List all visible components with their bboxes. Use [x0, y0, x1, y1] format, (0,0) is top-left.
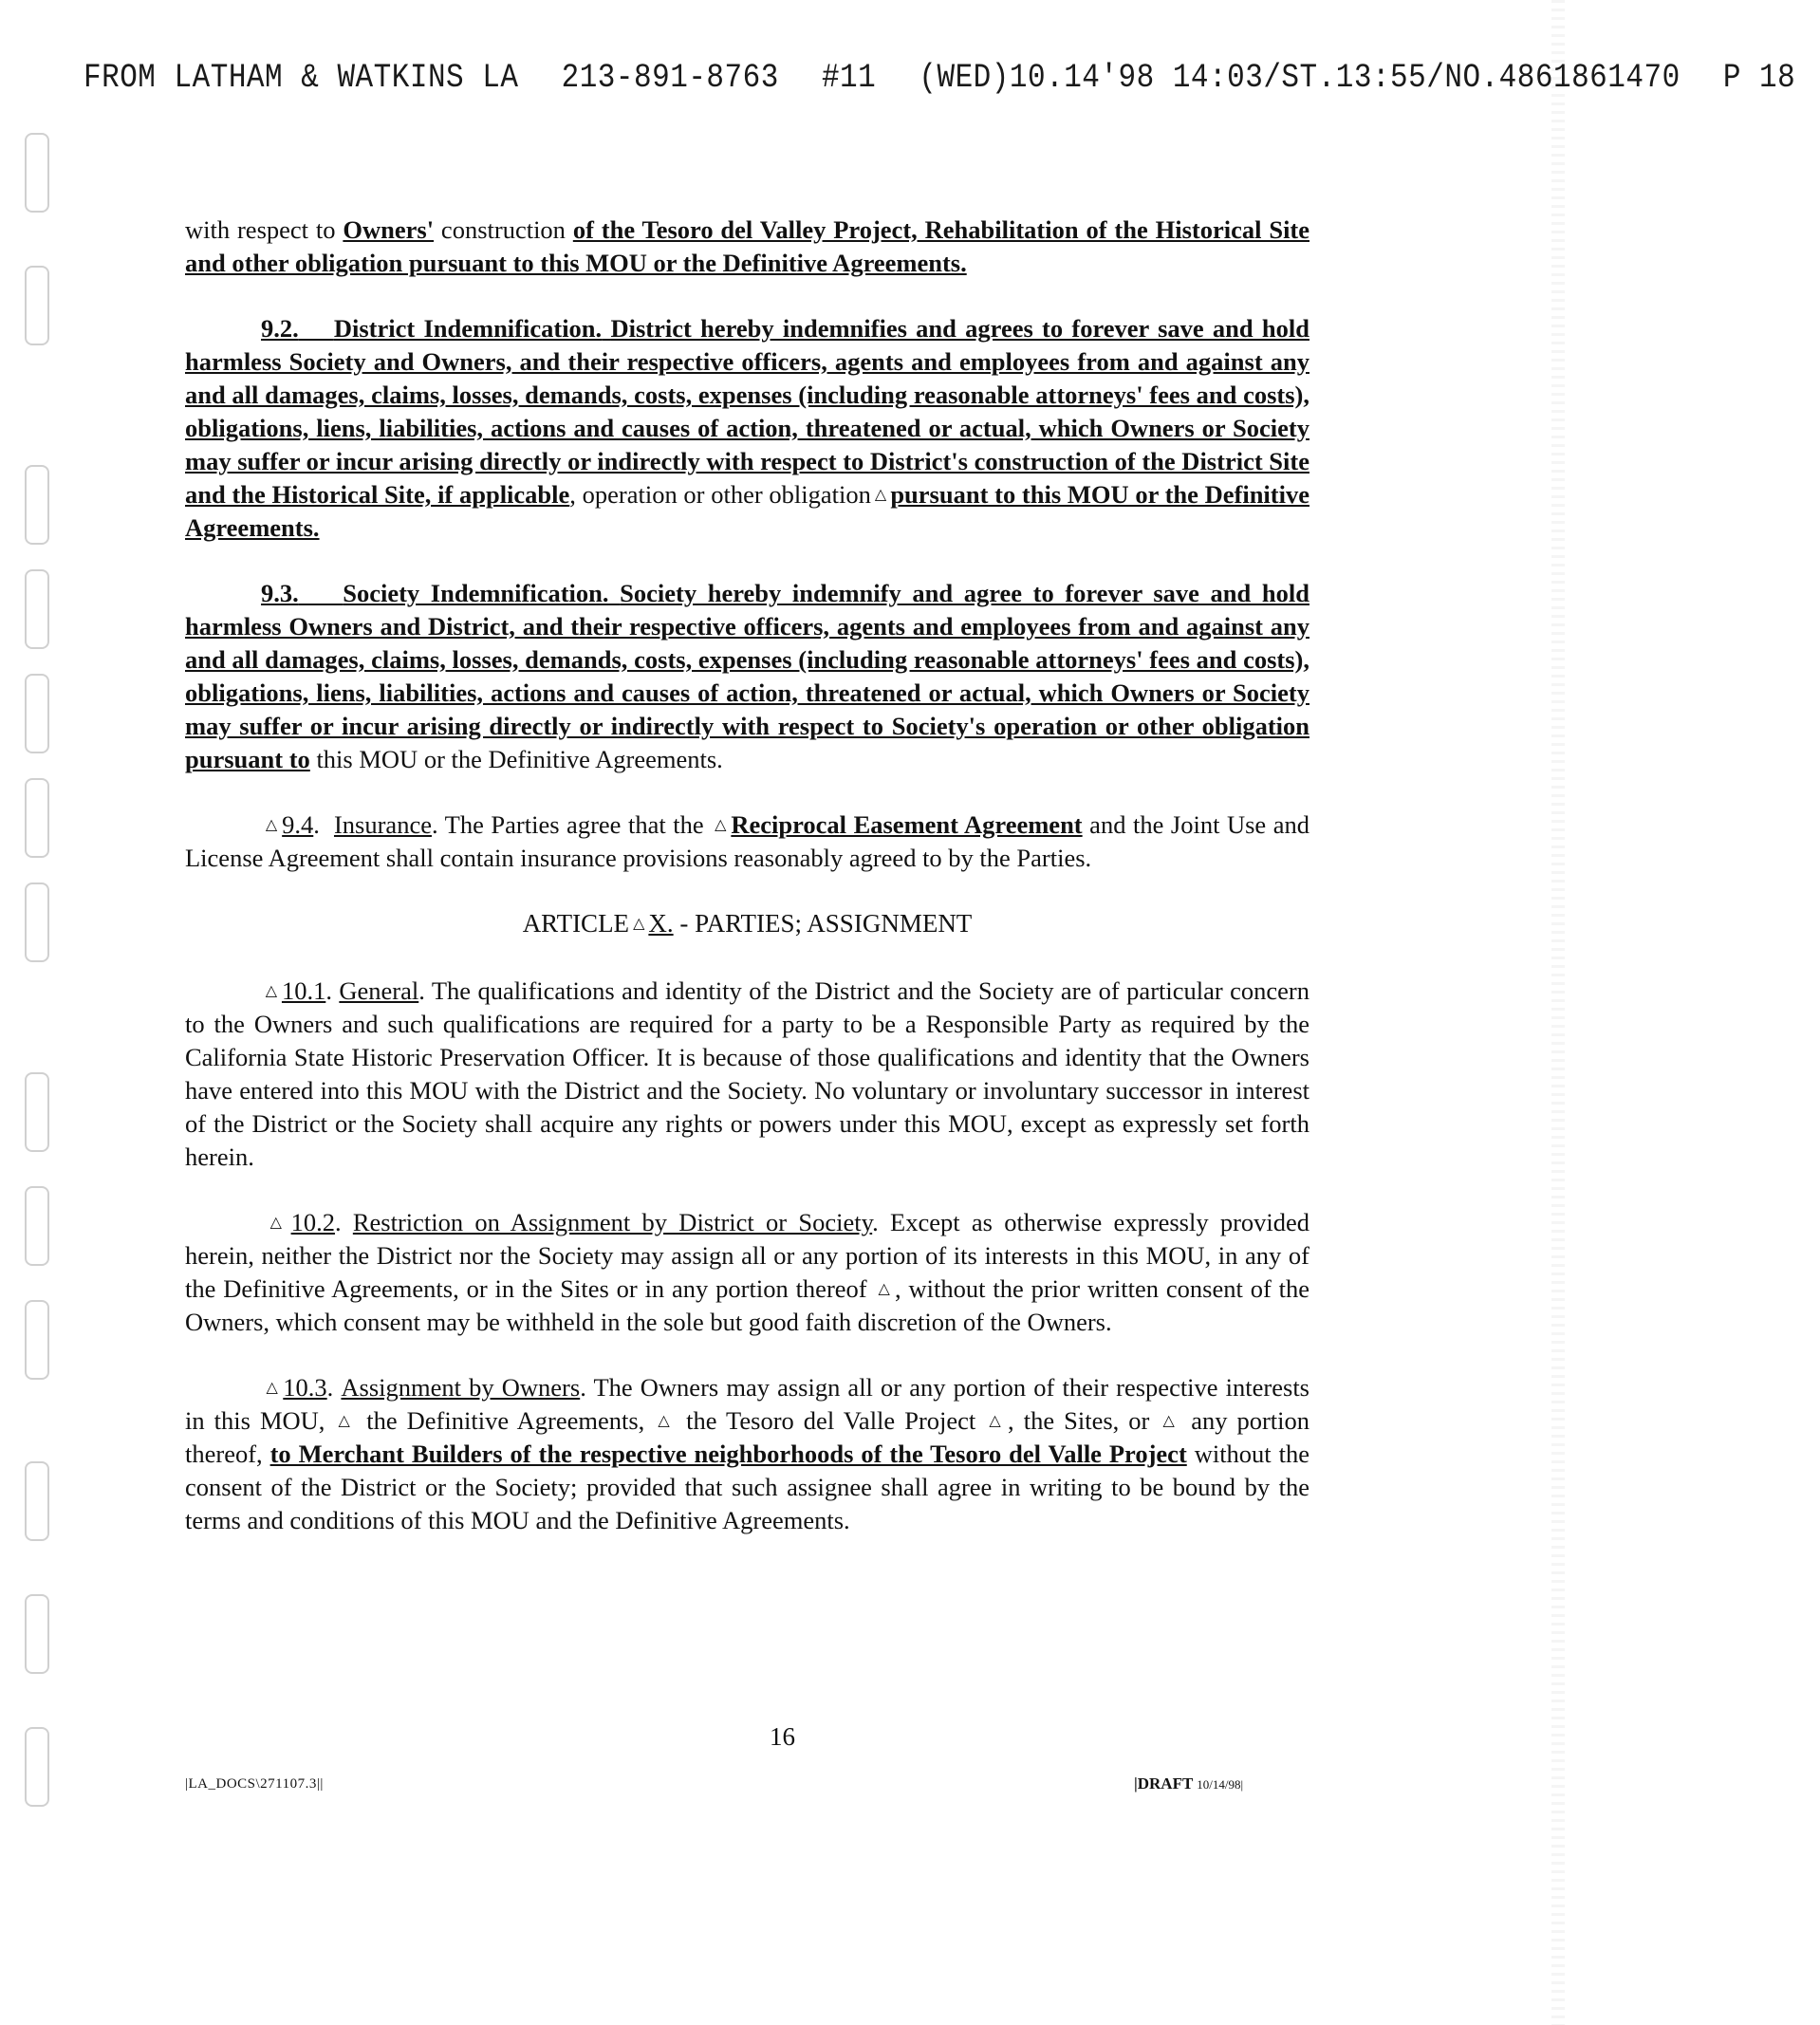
binding-hole: [25, 465, 49, 545]
revision-marker-icon: △: [878, 1281, 892, 1297]
section-number: 10.3: [283, 1373, 327, 1402]
inserted-text: Society hereby indemnify and agree to forever save and hold harmless Owners and District, and their respective officers, agents and employees from and against any and all damages, claims, losses, demands, costs, expenses (including reasonable attorneys' fees and costs), obligations, liens, liabilities, actions and causes of action, threatened or actual, which Owners or Society may suffer or incur arising directly or indirectly with respect to Society's operation or other obligation pursuant to: [185, 579, 1309, 773]
inserted-text: of the Tesoro del Valley Project, Rehabilitation of the Historical Site and other obligation pursuant to this MOU or the Definitive Agreements.: [185, 215, 1310, 277]
fax-from: FROM LATHAM & WATKINS LA: [84, 59, 519, 98]
revision-marker-icon: △: [989, 1413, 1005, 1429]
article-title: - PARTIES; ASSIGNMENT: [673, 909, 973, 938]
fax-timestamp: (WED)10.14'98 14:03/ST.13:55/NO.4861861470: [919, 59, 1681, 98]
document-id: |LA_DOCS\271107.3||: [185, 1776, 324, 1792]
revision-marker-icon: △: [658, 1413, 674, 1429]
fax-phone: 213-891-8763: [561, 59, 779, 98]
owners-term: Owners': [343, 215, 435, 244]
binding-hole: [25, 266, 49, 345]
draft-date: 10/14/98|: [1197, 1777, 1244, 1792]
section-10-1: △ 10.1. General. The qualifications and identity of the District and the Society are of particular concern to the Owners and such qualifications are required for a party to be a Responsible Party as required by the California State Historic Preservation Officer. It is because of those qualifications and identity that the Owners have entered into this MOU with the District and the Society. No voluntary or involuntary successor in interest of the District or the Society shall acquire any rights or powers under this MOU, except as expressly set forth herein.: [185, 976, 1309, 1171]
section-9-2: 9.2. District Indemnification. District hereby indemnifies and agrees to forever save and hold harmless Society and Owners, and their respective officers, agents and employees from and against any and all damages, claims, losses, demands, costs, expenses (including reasonable attorneys' fees and costs), obligations, liens, liabilities, actions and causes of action, threatened or actual, which Owners or Society may suffer or incur arising directly or indirectly with respect to District's construction of the District Site and the Historical Site, if applicable, operation or other obligation △ pursuant to this MOU or the Definitive Agreements.: [185, 314, 1310, 542]
section-title: Assignment by Owners: [341, 1373, 581, 1402]
document-body: [185, 214, 1309, 1570]
fax-header: [84, 59, 1796, 98]
revision-marker-icon: △: [265, 817, 279, 833]
section-number: 9.3.: [261, 579, 299, 607]
binding-hole: [25, 1594, 49, 1674]
revision-marker-icon: △: [715, 817, 728, 833]
section-10-2: △ 10.2. Restriction on Assignment by District or Society. Except as otherwise expressly provided herein, neither the District nor the Society may assign all or any portion of its interests in this MOU, in any of the Definitive Agreements, or in the Sites or in any portion thereof △ , without the prior written consent of the Owners, which consent may be withheld in the sole but good faith discretion of the Owners.: [185, 1208, 1310, 1336]
section-title: Restriction on Assignment by District or Society: [352, 1208, 873, 1236]
revision-marker-icon: △: [1162, 1413, 1179, 1429]
inserted-text: pursuant to this MOU or the Definitive Agreements.: [185, 480, 1309, 542]
article-number: X.: [648, 909, 674, 938]
binding-hole: [25, 1186, 49, 1266]
section-title: General: [339, 976, 419, 1005]
revision-marker-icon: △: [265, 983, 278, 999]
article-heading: ARTICLE △ X. - PARTIES; ASSIGNMENT: [522, 909, 973, 938]
revision-marker-icon: △: [874, 487, 887, 503]
section-10-3: △ 10.3. Assignment by Owners. The Owners may assign all or any portion of their respective interests in this MOU, △ the Definitive Agreements, △ the Tesoro del Valle Project △ , the Sites, or △ any portion thereof, to Merchant Builders of the respective neighborhoods of the Tesoro del Valle Project without the consent of the District or the Society; provided that such assignee shall agree in writing to be bound by the terms and conditions of this MOU and the Definitive Agreements.: [185, 1373, 1310, 1534]
section-title: Insurance: [333, 810, 432, 839]
section-number: 9.4: [282, 810, 314, 839]
binding-hole: [25, 1072, 49, 1152]
revision-marker-icon: △: [265, 1215, 288, 1231]
section-number: 10.2: [290, 1208, 335, 1236]
section-number: 10.1: [281, 976, 326, 1005]
binding-hole: [25, 1461, 49, 1541]
inserted-text: Reciprocal Easement Agreement: [731, 810, 1083, 839]
section-9-4: △ 9.4. Insurance. The Parties agree that the △ Reciprocal Easement Agreement and the Joint Use and License Agreement shall contain insurance provisions reasonably agreed to by the Parties.: [185, 810, 1309, 872]
section-number: 9.2.: [261, 314, 299, 343]
revision-marker-icon: △: [338, 1413, 354, 1429]
binding-hole: [25, 674, 49, 753]
paragraph-continuation: with respect to Owners' construction of the Tesoro del Valley Project, Rehabilitation of the Historical Site and other obligation pursuant to this MOU or the Definitive Agreements.: [185, 215, 1310, 277]
binding-hole: [25, 882, 49, 962]
scan-edge-noise: [1551, 0, 1565, 2025]
section-title: District Indemnification.: [333, 314, 603, 343]
inserted-text: District hereby indemnifies and agrees to forever save and hold harmless Society and Owners, and their respective officers, agents and employees from and against any and all damages, claims, losses, demands, costs, expenses (including reasonable attorneys' fees and costs), obligations, liens, liabilities, actions and causes of action, threatened or actual, which Owners or Society may suffer or incur arising directly or indirectly with respect to District's construction of the District Site and the Historical Site, if applicable: [185, 314, 1310, 509]
binding-hole: [25, 133, 49, 213]
binding-hole: [25, 569, 49, 649]
fax-page: P 18: [1722, 59, 1796, 98]
revision-marker-icon: △: [633, 916, 645, 932]
draft-label: |DRAFT: [1134, 1774, 1193, 1793]
revision-marker-icon: △: [265, 1380, 280, 1396]
section-title: Society Indemnification.: [343, 579, 609, 607]
draft-stamp: [1134, 1774, 1243, 1793]
binding-hole-marks: [0, 133, 104, 1993]
binding-hole: [25, 1300, 49, 1380]
page-number: 16: [770, 1722, 795, 1751]
fax-job: #11: [821, 59, 877, 98]
binding-hole: [25, 778, 49, 858]
section-9-3: 9.3. Society Indemnification. Society hereby indemnify and agree to forever save and hold harmless Owners and District, and their respective officers, agents and employees from and against any and all damages, claims, losses, demands, costs, expenses (including reasonable attorneys' fees and costs), obligations, liens, liabilities, actions and causes of action, threatened or actual, which Owners or Society may suffer or incur arising directly or indirectly with respect to Society's operation or other obligation pursuant to this MOU or the Definitive Agreements.: [185, 579, 1309, 773]
inserted-text: to Merchant Builders of the respective neighborhoods of the Tesoro del Valle Project: [269, 1440, 1187, 1468]
